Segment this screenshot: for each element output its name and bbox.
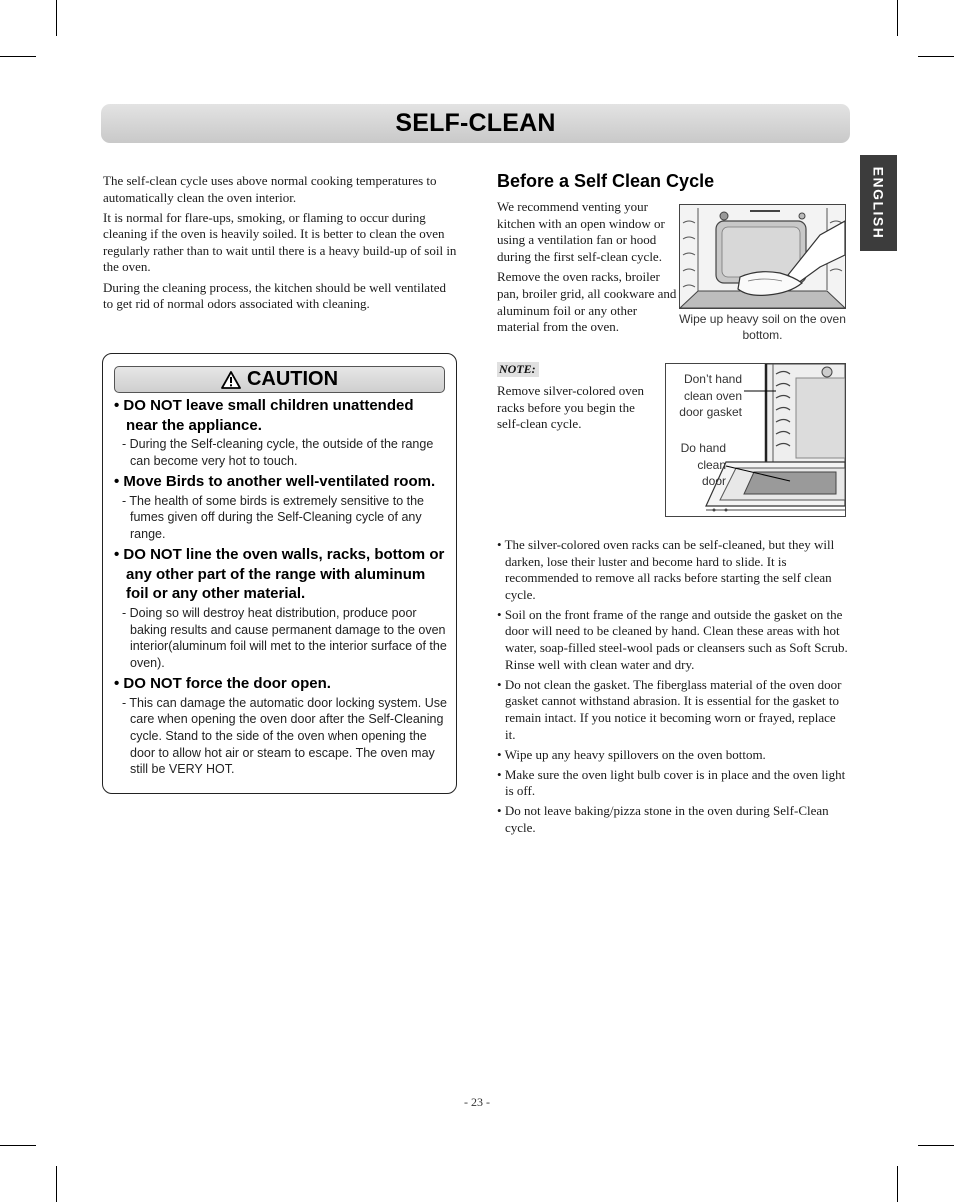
oven-interior-drawing (680, 205, 845, 308)
cleaning-tips-list (497, 537, 849, 840)
before-section-text (497, 199, 679, 340)
crop-mark (918, 1145, 954, 1146)
caution-item-heading: • Move Birds to another well-ventilated room. (114, 473, 436, 491)
crop-mark (897, 0, 898, 36)
caution-item-heading: • DO NOT line the oven walls, racks, bottom or any other part of the range with aluminum foil or any other material. (114, 546, 445, 603)
caution-item (114, 396, 449, 469)
note-text: Remove silver-colored oven racks before you begin the self-clean cycle. (497, 383, 645, 432)
intro-section (103, 173, 458, 316)
caution-heading: CAUTION (246, 368, 339, 390)
list-item: • Make sure the oven light bulb cover is in place and the oven light is off. (497, 767, 849, 800)
intro-paragraph: It is normal for flare-ups, smoking, or flaming to occur during cleaning if the oven is heavily soiled. It is better to clean the oven regularly rather than to wait until there is a heavy build-up of soil in the oven. (103, 209, 457, 275)
crop-mark (56, 1166, 57, 1202)
crop-mark (918, 56, 954, 57)
caution-item (114, 674, 449, 777)
crop-mark (0, 1145, 36, 1146)
page-title: SELF-CLEAN (395, 109, 556, 137)
crop-mark (0, 56, 36, 57)
door-label: Do hand clean door (680, 441, 726, 489)
gasket-label: Don’t hand clean oven door gasket (679, 372, 742, 420)
warning-triangle-icon (221, 371, 241, 389)
caution-item-heading: • DO NOT leave small children unattended near the appliance. (114, 397, 414, 434)
crop-mark (56, 0, 57, 36)
oven-door-illustration (665, 363, 846, 517)
caution-item (114, 472, 449, 542)
language-tab-label: ENGLISH (870, 166, 887, 240)
caution-item-detail: - This can damage the automatic door locking system. Use care when opening the oven door after the Self-Cleaning cycle. Stand to the side of the oven when opening the door to allow hot air or steam to escape. The oven may still be VERY HOT. (122, 695, 447, 777)
intro-paragraph: The self-clean cycle uses above normal cooking temperatures to automatically clean the oven interior. (103, 173, 437, 205)
caution-item-detail: - Doing so will destroy heat distribution, produce poor baking results and cause permanent damage to the oven interior(aluminum foil will met to the interior surface of the oven). (122, 605, 447, 670)
list-item: • Do not leave baking/pizza stone in the oven during Self-Clean cycle. (497, 803, 849, 836)
before-paragraph: Remove the oven racks, broiler pan, broiler grid, all cookware and aluminum foil or any other material from the oven. (497, 269, 677, 335)
caution-list (114, 396, 449, 781)
title-bar (101, 104, 850, 143)
caution-item-heading: • DO NOT force the door open. (114, 675, 331, 693)
intro-paragraph: During the cleaning process, the kitchen should be well ventilated to get rid of normal odors associated with cleaning. (103, 279, 446, 312)
figure-caption: Wipe up heavy soil on the oven bottom. (679, 312, 846, 342)
caution-box (102, 353, 457, 794)
crop-mark (897, 1166, 898, 1202)
caution-item-detail: - The health of some birds is extremely sensitive to the fumes given off during the Self-Cleaning cycle of any range. (122, 493, 424, 541)
language-tab (860, 155, 897, 251)
before-paragraph: We recommend venting your kitchen with an open window or using a ventilation fan or hood during the first self-clean cycle. (497, 199, 665, 264)
section-heading: Before a Self Clean Cycle (497, 171, 715, 191)
list-item: • The silver-colored oven racks can be self-cleaned, but they will darken, lose their luster and become hard to slide. It is recommended to remove all racks before starting the self clean cycle. (497, 537, 849, 603)
caution-item (114, 545, 449, 671)
caution-item-detail: - During the Self-cleaning cycle, the outside of the range can become very hot to touch. (122, 437, 434, 468)
note-label: NOTE: (497, 362, 539, 377)
list-item: • Do not clean the gasket. The fiberglass material of the oven door gasket cannot withstand abrasion. It is essential for the gasket to remain intact. If you notice it becoming worn or frayed, replace it. (497, 677, 849, 743)
caution-header (114, 366, 445, 393)
list-item: • Wipe up any heavy spillovers on the oven bottom. (497, 747, 849, 764)
page-number: - 23 - (464, 1095, 490, 1109)
list-item: • Soil on the front frame of the range and outside the gasket on the door will need to be cleaned by hand. Clean these areas with hot water, soap-filled steel-wool pads or cleansers such as Soft Scrub. Rinse well with clean water and dry. (497, 607, 849, 673)
oven-wipe-illustration (679, 204, 846, 309)
